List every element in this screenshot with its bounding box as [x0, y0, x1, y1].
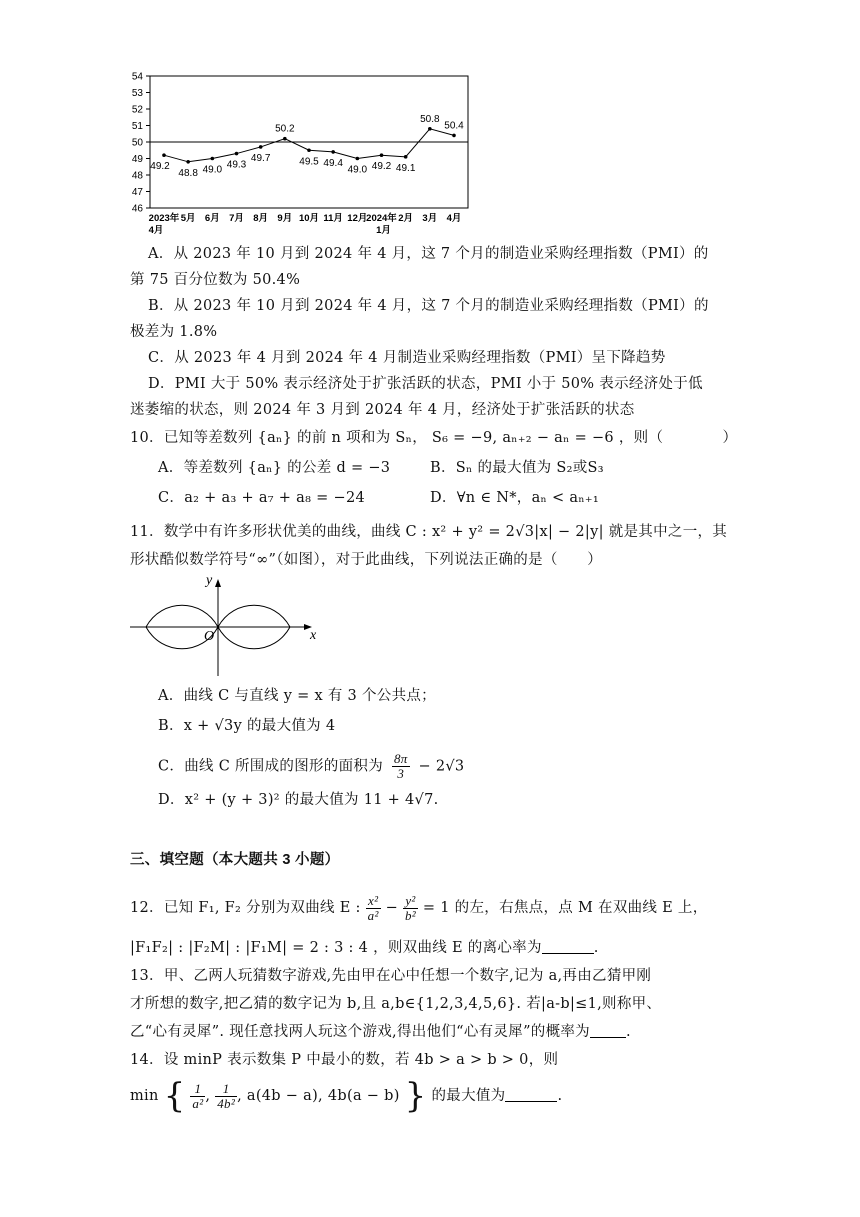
q11-option-c [158, 752, 464, 781]
x-tick-label: 4月 [446, 213, 462, 224]
q13-line2: 才所想的数字,把乙猜的数字记为 b,且 a,b∈{1,2,3,4,5,6}. 若|a-b|≤1,则称甲、 [130, 996, 662, 1012]
data-label: 49.0 [347, 164, 368, 176]
infinity-curve-figure [128, 570, 328, 678]
q12-minus: − [385, 900, 399, 916]
data-point [235, 152, 239, 156]
q11-option-a: A．曲线 C 与直线 y = x 有 3 个公共点； [158, 688, 436, 704]
fraction-numerator: y² [403, 894, 418, 909]
q9-option-d-line2: 迷萎缩的状态，则 2024 年 3 月到 2024 年 4 月，经济处于扩张活跃的状态 [130, 402, 635, 418]
q14-min-label: min [130, 1088, 159, 1104]
x-tick-label: 10月 [298, 213, 320, 224]
q10-option-d: D．∀n ∈ N*，aₙ < aₙ₊₁ [430, 490, 599, 506]
q10-option-a: A．等差数列 {aₙ} 的公差 d = −3 [158, 460, 391, 476]
data-point [428, 127, 432, 131]
q11-option-c-text: C．曲线 C 所围成的图形的面积为 [158, 758, 384, 775]
q10-option-c: C．a₂ + a₃ + a₇ + a₈ = −24 [158, 490, 365, 506]
data-label: 49.7 [250, 152, 271, 164]
x-tick-label: 8月 [253, 213, 269, 224]
data-label: 49.5 [299, 156, 319, 168]
data-label: 49.2 [150, 161, 170, 173]
q14-answer-blank[interactable] [505, 1087, 557, 1102]
data-label: 50.8 [420, 113, 440, 125]
q14-frac-2 [215, 1082, 237, 1111]
left-brace: { [163, 1076, 186, 1116]
data-point [452, 134, 456, 138]
x-tick-label: 9月 [277, 213, 293, 224]
q14-terms: , a(4b − a), 4b(a − b) [237, 1088, 400, 1104]
x-tick-label: 12月 [347, 213, 368, 224]
q9-option-d-line1: D．PMI 大于 50% 表示经济处于扩张活跃的状态，PMI 小于 50% 表示经济处于低 [148, 376, 703, 392]
y-tick-label: 51 [131, 121, 143, 132]
origin-label: O [204, 629, 215, 644]
fraction-numerator: 1 [215, 1082, 237, 1097]
q14-period: . [557, 1088, 563, 1104]
fraction-denominator: a² [367, 907, 379, 923]
data-label: 50.4 [444, 120, 464, 132]
q11-stem-line2: 形状酷似数学符号“∞”（如图），对于此曲线，下列说法正确的是（ ） [130, 552, 603, 568]
q13-line1: 13．甲、乙两人玩猜数字游戏,先由甲在心中任想一个数字,记为 a,再由乙猜甲刚 [130, 968, 652, 984]
data-point [259, 145, 263, 149]
fraction-denominator: 3 [397, 766, 405, 781]
fraction-denominator: b² [404, 907, 416, 923]
data-point [331, 150, 335, 154]
fraction-numerator: 8π [393, 751, 408, 766]
q11-option-c-fraction [392, 752, 410, 781]
x-tick-sublabel: 4月 [148, 225, 164, 236]
y-tick-label: 50 [131, 137, 143, 149]
data-label: 49.4 [323, 157, 343, 169]
data-label: 49.1 [395, 162, 416, 174]
y-axis-arrow-icon [215, 579, 221, 587]
data-point [307, 148, 311, 152]
x-axis-label: x [310, 628, 317, 643]
q12-frac-y [403, 894, 418, 923]
pmi-line-chart [126, 66, 476, 242]
q14-tail: 的最大值为 [431, 1088, 506, 1104]
y-tick-label: 52 [131, 104, 143, 116]
data-point [162, 153, 166, 157]
q14-frac-1 [190, 1082, 205, 1111]
y-tick-label: 46 [131, 203, 143, 215]
y-tick-label: 54 [131, 71, 143, 83]
section-3-title: 三、填空题（本大题共 3 小题） [130, 852, 340, 868]
q12-ratio-text: |F₁F₂| : |F₂M| : |F₁M| = 2 : 3 : 4 ，则双曲线 E 的离心率为 [130, 940, 542, 956]
x-tick-sublabel: 1月 [376, 225, 391, 236]
q9-option-a-line2: 第 75 百分位数为 50.4% [130, 272, 301, 288]
x-tick-label: 5月 [180, 213, 196, 224]
data-label: 49.3 [226, 159, 247, 171]
right-brace: } [404, 1076, 427, 1116]
q13-line3-text: 乙“心有灵犀”. 现任意找两人玩这个游戏,得出他们“心有灵犀”的概率为 [130, 1024, 590, 1040]
data-label: 49.2 [371, 161, 392, 173]
y-tick-label: 49 [131, 154, 143, 165]
data-label: 50.2 [275, 123, 295, 135]
fraction-denominator: 4b² [217, 1095, 236, 1111]
x-tick-label: 2023年 [148, 213, 180, 224]
q9-option-b-line2: 极差为 1.8% [130, 324, 218, 340]
q12-line1 [130, 892, 708, 924]
q11-option-c-tail: − 2√3 [418, 758, 465, 775]
q13-answer-blank[interactable] [590, 1023, 626, 1038]
q9-option-b-line1: B．从 2023 年 10 月到 2024 年 4 月，这 7 个月的制造业采购经理指数（PMI）的 [148, 298, 709, 314]
data-point [283, 137, 287, 141]
fraction-denominator: a² [192, 1095, 204, 1111]
x-tick-label: 7月 [229, 213, 244, 224]
data-point [404, 155, 408, 159]
q11-option-d: D．x² + (y + 3)² 的最大值为 11 + 4√7. [158, 792, 439, 808]
y-tick-label: 47 [131, 187, 143, 198]
q12-frac-x [366, 894, 381, 923]
fraction-numerator: 1 [190, 1082, 205, 1097]
x-tick-label: 3月 [422, 213, 438, 224]
x-tick-label: 6月 [204, 213, 220, 224]
q9-option-c: C．从 2023 年 4 月到 2024 年 4 月制造业采购经理指数（PMI）呈下降趋势 [148, 350, 666, 366]
data-point [380, 153, 384, 157]
x-tick-label: 2月 [398, 213, 414, 224]
q12-line2 [130, 938, 599, 958]
data-label: 49.0 [202, 164, 223, 176]
data-label: 48.8 [178, 167, 198, 179]
q9-option-a-line1: A．从 2023 年 10 月到 2024 年 4 月，这 7 个月的制造业采购经理指数（PMI）的 [148, 246, 709, 262]
q12-period: . [593, 940, 599, 956]
data-point [356, 157, 360, 161]
q14-line1: 14．设 minP 表示数集 P 中最小的数，若 4b > a > b > 0，则 [130, 1052, 559, 1068]
q14-line2: min { $\frac{1}{\text{a²}}$ , $\frac{1}{\text{4b²}}$ , a(4b − a), 4b(a − b) } 的最大值为 . [130, 1076, 563, 1116]
q12-stem-start: 12．已知 F₁, F₂ 分别为双曲线 E : [130, 900, 361, 916]
q13-line3 [130, 1022, 631, 1042]
q12-answer-blank[interactable] [542, 939, 594, 954]
data-point [211, 157, 215, 161]
data-point [186, 160, 190, 164]
y-tick-label: 53 [131, 88, 143, 99]
y-tick-label: 48 [131, 170, 143, 182]
x-tick-label: 11月 [323, 213, 343, 224]
x-tick-label: 2024年 [366, 213, 397, 224]
q11-option-b: B．x + √3y 的最大值为 4 [158, 718, 336, 734]
q10-stem: 10．已知等差数列 {aₙ} 的前 n 项和为 Sₙ， S₆ = −9, aₙ₊₂ − aₙ = −6 ，则（ ） [130, 430, 738, 446]
y-axis-label: y [206, 573, 213, 588]
fraction-numerator: x² [366, 894, 381, 909]
q11-stem-line1: 11．数学中有许多形状优美的曲线，曲线 C : x² + y² = 2√3|x| − 2|y| 就是其中之一，其 [130, 524, 728, 540]
q12-stem-end: = 1 的左，右焦点，点 M 在双曲线 E 上， [422, 900, 708, 916]
q10-option-b: B．Sₙ 的最大值为 S₂或S₃ [430, 460, 604, 476]
q13-period: . [625, 1024, 631, 1040]
